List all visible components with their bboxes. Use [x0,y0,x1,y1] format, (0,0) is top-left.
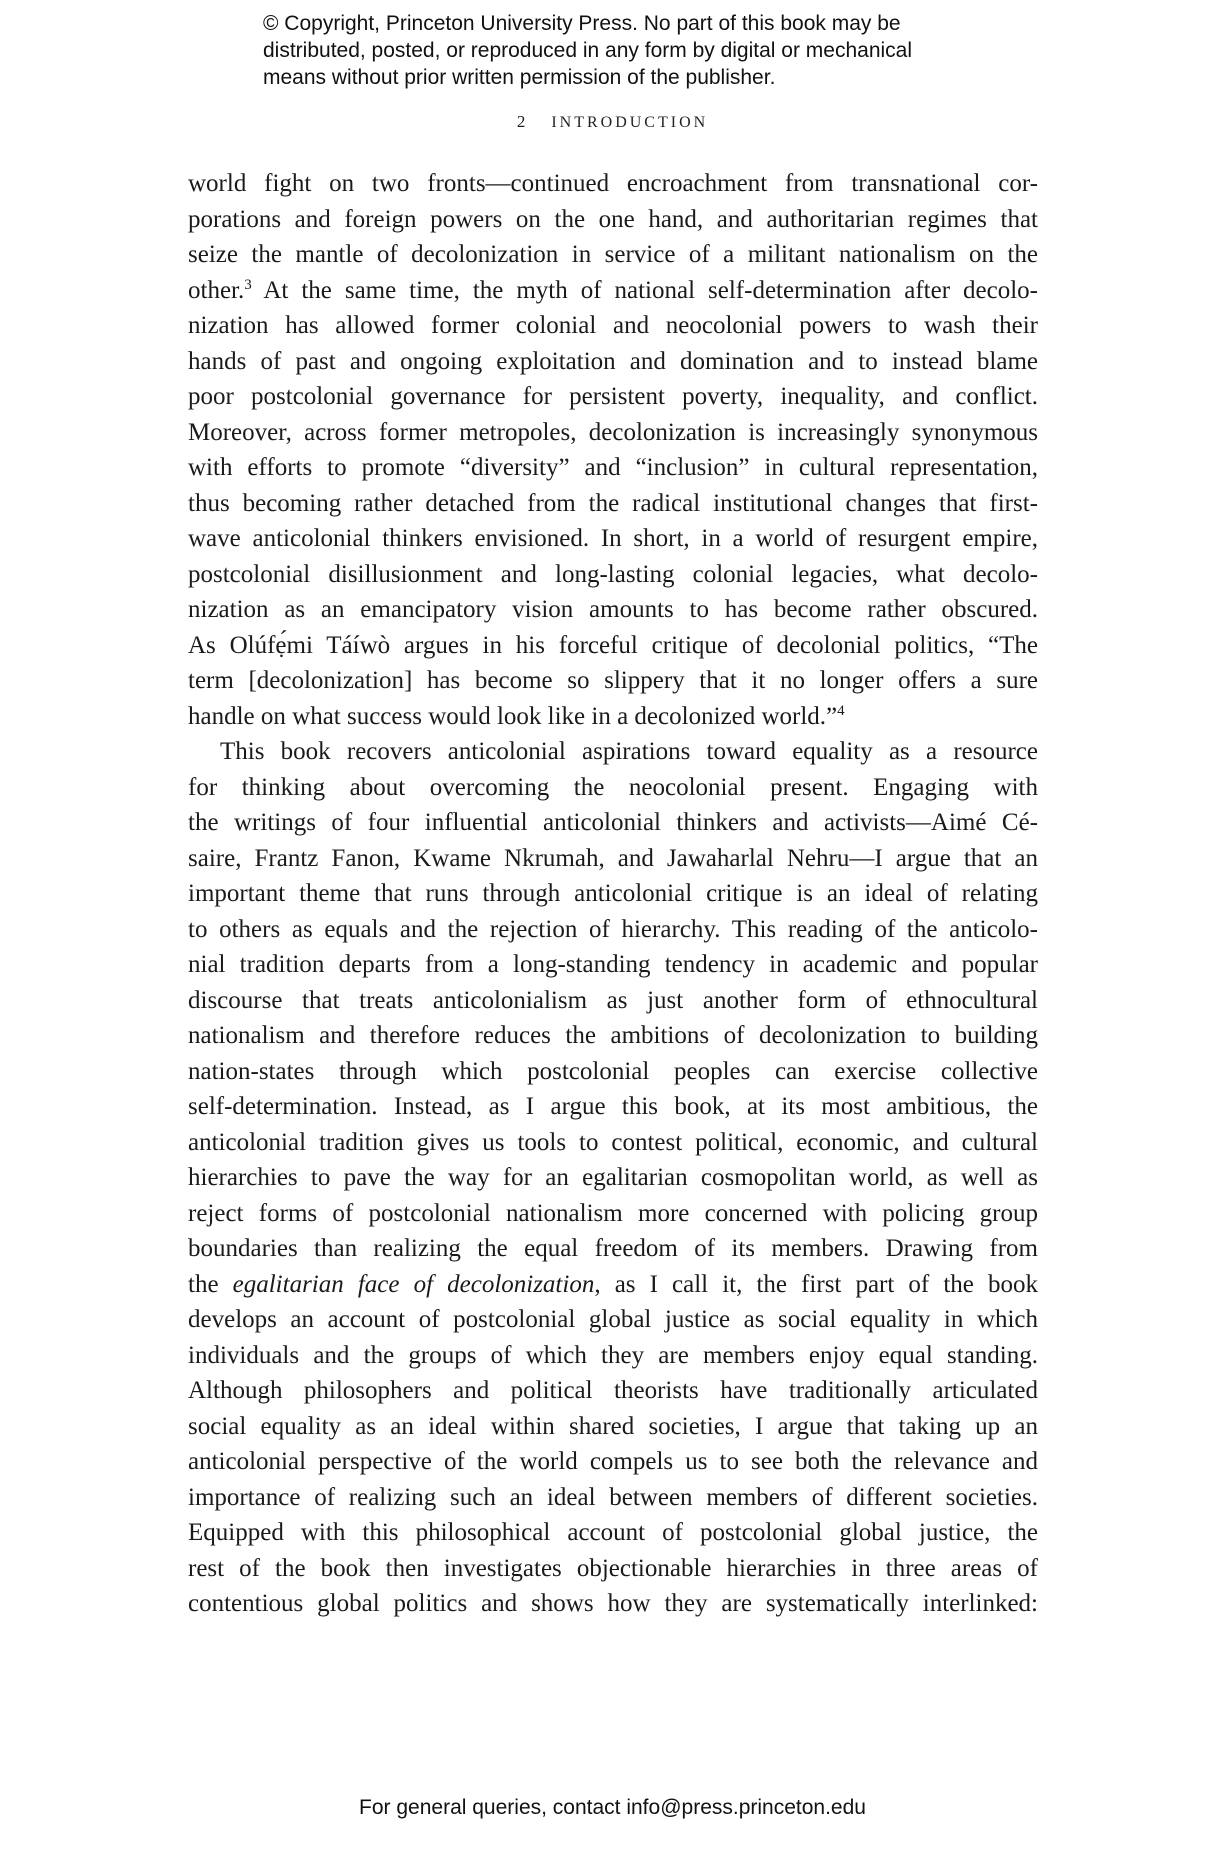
text-run: , as I call it, the first part of the book [594,1270,1038,1298]
text-run: other. [188,276,245,304]
text-line: Moreover, across former metropoles, decolonization is increasingly synonymous [188,418,1038,446]
text-line: As Olúfẹ́mi Táíwò argues in his forceful critique of decolonial politics, “The [188,631,1038,659]
copyright-notice [263,10,983,91]
text-line: boundaries than realizing the equal freedom of its members. Drawing from [188,1235,1038,1262]
text-line: Equipped with this philosophical account of postcolonial global justice, the [188,1519,1038,1546]
text-line: contentious global politics and shows how they are systematically interlinked: [188,1590,1038,1617]
text-line: saire, Frantz Fanon, Kwame Nkrumah, and Jawaharlal Nehru—I argue that an [188,844,1038,872]
text-run: handle on what success would look like in a decolonized world.” [188,702,838,730]
footnote-ref: 4 [837,702,845,719]
text-line: nization has allowed former colonial and neocolonial powers to wash their [188,312,1038,339]
text-line: postcolonial disillusionment and long-lasting colonial legacies, what decolo- [188,560,1038,588]
copyright-line: distributed, posted, or reproduced in any form by digital or mechanical [263,39,913,62]
text-line [188,273,1038,309]
footer-contact: For general queries, contact info@press.princeton.edu [359,1796,866,1819]
text-line: the writings of four influential anticolonial thinkers and activists—Aimé Cé- [188,809,1038,836]
running-head [0,112,1225,132]
text-line: seize the mantle of decolonization in service of a militant nationalism on the [188,241,1038,268]
text-line: porations and foreign powers on the one hand, and authoritarian regimes that [188,205,1038,233]
text-line: nization as an emancipatory vision amounts to has become rather obscured. [188,596,1038,623]
text-run: At the same time, the myth of national self-determination after decolo- [251,276,1038,304]
text-line: hands of past and ongoing exploitation and domination and to instead blame [188,347,1038,375]
footnote-ref: 3 [244,276,252,293]
text-line: world fight on two fronts—continued encroachment from transnational cor- [188,170,1038,197]
text-line [188,699,1038,735]
text-line: with efforts to promote “diversity” and “inclusion” in cultural representation, [188,454,1038,481]
text-line: thus becoming rather detached from the radical institutional changes that first- [188,489,1038,517]
text-line: nial tradition departs from a long-standing tendency in academic and popular [188,951,1038,978]
text-line: self-determination. Instead, as I argue this book, at its most ambitious, the [188,1093,1038,1120]
section-title: INTRODUCTION [551,114,709,131]
body-text [188,166,1038,1622]
text-line: importance of realizing such an ideal between members of different societies. [188,1483,1038,1511]
text-line [188,1267,1038,1303]
copyright-line: © Copyright, Princeton University Press. No part of this book may be [263,12,901,35]
text-line: nationalism and therefore reduces the ambitions of decolonization to building [188,1022,1038,1049]
text-line: for thinking about overcoming the neocolonial present. Engaging with [188,773,1038,801]
text-line: hierarchies to pave the way for an egalitarian cosmopolitan world, as well as [188,1164,1038,1191]
text-line: nation-states through which postcolonial peoples can exercise collective [188,1057,1038,1085]
text-line: poor postcolonial governance for persistent poverty, inequality, and conflict. [188,383,1038,410]
text-line: term [decolonization] has become so slippery that it no longer offers a sure [188,667,1038,694]
text-line: discourse that treats anticolonialism as just another form of ethnocultural [188,986,1038,1014]
text-line: reject forms of postcolonial nationalism more concerned with policing group [188,1199,1038,1227]
text-line: social equality as an ideal within shared societies, I argue that taking up an [188,1412,1038,1440]
text-line: develops an account of postcolonial global justice as social equality in which [188,1306,1038,1333]
text-line: anticolonial perspective of the world compels us to see both the relevance and [188,1448,1038,1475]
emphasized-phrase: egalitarian face of decolonization [232,1270,595,1298]
text-line: to others as equals and the rejection of hierarchy. This reading of the anticolo- [188,915,1038,943]
text-line: anticolonial tradition gives us tools to contest political, economic, and cultural [188,1128,1038,1156]
text-line: individuals and the groups of which they are members enjoy equal standing. [188,1341,1038,1369]
copyright-line: means without prior written permission of the publisher. [263,66,776,89]
text-line: rest of the book then investigates objectionable hierarchies in three areas of [188,1554,1038,1582]
text-line: important theme that runs through anticolonial critique is an ideal of relating [188,880,1038,907]
text-run: the [188,1270,233,1298]
text-line: This book recovers anticolonial aspirations toward equality as a resource [220,738,1038,765]
page-number: 2 [516,112,526,131]
text-line: Although philosophers and political theorists have traditionally articulated [188,1377,1038,1404]
text-line: wave anticolonial thinkers envisioned. In short, in a world of resurgent empire, [188,525,1038,552]
